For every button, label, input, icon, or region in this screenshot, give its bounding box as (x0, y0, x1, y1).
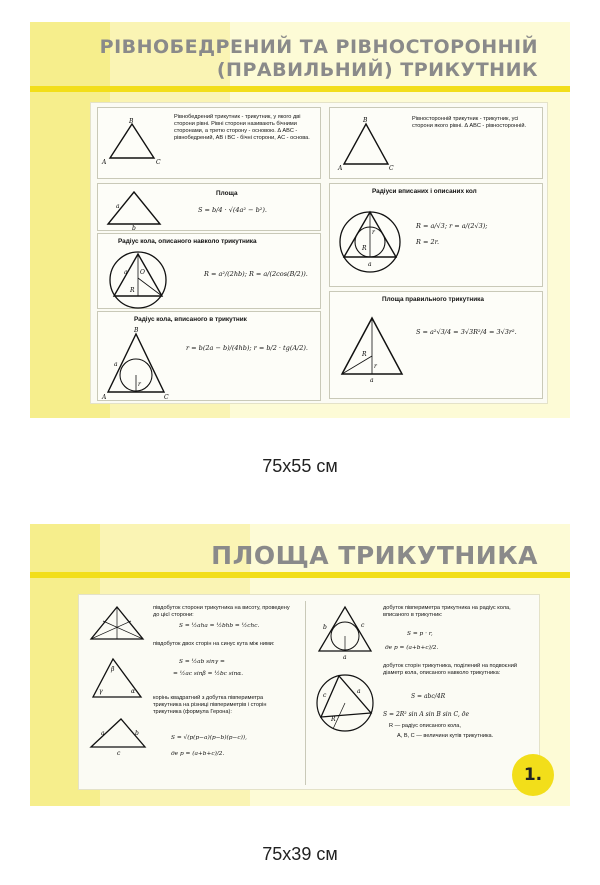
poster-isosceles-equilateral (30, 22, 570, 418)
equilateral-definition-text: Рівносторонній трикутник - трикутник, усі сторони якого рівні. Δ ABC - рівносторонній. (412, 116, 527, 129)
svg-text:r: r (374, 363, 377, 370)
svg-text:B: B (363, 117, 368, 124)
semiperimeter-formula-2: де p = (a+b+c)/2. (385, 645, 439, 651)
svg-text:A: A (338, 165, 343, 172)
board (78, 594, 540, 790)
radii-title: Радіуси вписаних і описаних кол (372, 188, 477, 195)
svg-text:r: r (138, 381, 141, 388)
svg-text:a: a (101, 730, 105, 737)
cell-area (97, 183, 321, 231)
radii-formula: R = a/√3; r = a/(2√3); (416, 222, 488, 230)
cell-isosceles-definition (97, 107, 321, 179)
cell-inscribed-radius (97, 311, 321, 401)
inscribed-circumscribed-figure (336, 204, 406, 274)
svg-text:r: r (372, 229, 375, 236)
svg-text:c: c (117, 750, 121, 757)
svg-text:α: α (131, 688, 136, 695)
cell-regular-area (329, 291, 543, 399)
heron-formula: S = √(p(p−a)(p−b)(p−c)), (171, 735, 247, 741)
svg-text:a: a (357, 688, 361, 695)
half-base-height-formula: S = ½aha = ½bhb = ½chc. (179, 623, 260, 629)
svg-text:R: R (130, 287, 135, 294)
sine-formula-1: S = ½ab sinγ = (179, 659, 225, 665)
size-label-2: 75х39 см (262, 844, 338, 864)
half-sides-sine-text: півдобуток двох сторін на синус кута між ними: (153, 641, 275, 647)
size-label-1: 75х55 см (262, 456, 338, 476)
svg-text:c: c (361, 622, 365, 629)
note-angles: A, B, C — величини кутів трикутника. (397, 733, 494, 739)
decor-line (30, 86, 570, 92)
svg-text:a: a (370, 377, 374, 384)
column-divider (305, 601, 306, 785)
circumscribed-figure (104, 248, 174, 310)
area-title: Площа (216, 190, 238, 197)
abc-formula: S = abc/4R (411, 693, 446, 700)
svg-text:b: b (132, 225, 136, 232)
svg-text:γ: γ (99, 688, 103, 695)
board (90, 102, 548, 404)
area-figures-right (313, 601, 383, 781)
area-formula: S = b/4 · √(4a² − b²). (198, 206, 267, 214)
semiperimeter-inradius-text: добуток півпериметра трикутника на радіус кола, вписаного в трикутник: (383, 605, 511, 618)
svg-text:b: b (323, 624, 327, 631)
note-radius: R — радіус описаного кола, (389, 723, 461, 729)
equilateral-triangle-figure (338, 116, 394, 170)
pr-formula: S = p · r, (407, 631, 433, 637)
sines-formula: S = 2R² sin A sin B sin C, де (383, 711, 470, 718)
svg-text:c: c (323, 692, 327, 699)
cell-circumscribed-radius (97, 233, 321, 309)
poster-triangle-area (30, 524, 570, 806)
svg-text:C: C (156, 159, 161, 166)
semiperimeter-formula: де p = (a+b+c)/2. (171, 751, 225, 757)
svg-text:C: C (164, 394, 169, 401)
poster-title: РІВНОБЕДРЕНИЙ ТА РІВНОСТОРОННІЙ (ПРАВИЛЬНИЙ) ТРИКУТНИК (99, 36, 538, 81)
inscribed-title: Радіус кола, вписаного в трикутник (134, 316, 247, 323)
svg-text:b: b (135, 730, 139, 737)
svg-text:β: β (111, 666, 115, 673)
area-triangle-figure (104, 186, 164, 230)
svg-text:R: R (362, 351, 367, 358)
cell-equilateral-definition (329, 107, 543, 179)
number-badge: 1. (512, 754, 554, 796)
svg-text:a: a (116, 203, 120, 210)
svg-text:a: a (124, 269, 128, 276)
radii-formula-2: R = 2r. (416, 238, 440, 246)
svg-text:a: a (368, 261, 372, 268)
cell-radii (329, 183, 543, 287)
svg-text:C: C (389, 165, 394, 172)
svg-text:B: B (129, 118, 134, 125)
heron-text: корінь квадратний з добутка півпериметра трикутника на різниці півпериметрів і сторін трикутника (формула Герона): (153, 695, 267, 715)
svg-text:B: B (134, 327, 139, 334)
isosceles-triangle-figure (102, 120, 162, 170)
svg-text:A: A (102, 394, 107, 401)
regular-triangle-figure (338, 312, 408, 386)
isosceles-definition-text: Рівнобедрений трикутник - трикутник, у якого дві сторони рівні. Рівні сторони називають бічними сторонами, а третю сторону - основою. Δ ABC - рівнобедрений, AB і BC - бічні сторони, AC - основа. (174, 114, 310, 141)
inscribed-figure (102, 324, 172, 400)
inscribed-formula: r = b(2a − b)/(4hb); r = b/2 · tg(A/2). (186, 344, 308, 352)
svg-text:A: A (102, 159, 107, 166)
regular-area-title: Площа правильного трикутника (382, 296, 484, 303)
circumscribed-formula: R = a²/(2hb); R = a/(2cos(B/2)). (204, 270, 308, 278)
poster-title: ПЛОЩА ТРИКУТНИКА (211, 541, 538, 570)
regular-area-formula: S = a²√3/4 = 3√3R²/4 = 3√3r². (416, 328, 517, 336)
svg-text:R: R (331, 716, 336, 723)
svg-text:a: a (114, 361, 118, 368)
area-figures-left (87, 601, 147, 781)
sides-over-diameter-text: добуток сторін трикутника, поділений на подвоєний діаметр кола, описаного навколо трикутника: (383, 663, 517, 676)
decor-line (30, 572, 570, 578)
svg-text:a: a (343, 654, 347, 661)
svg-text:R: R (362, 245, 367, 252)
circumscribed-title: Радіус кола, описаного навколо трикутника (118, 238, 257, 245)
sine-formula-2: = ½ac sinβ = ½bc sinα. (173, 671, 244, 677)
svg-text:O: O (140, 269, 145, 276)
half-base-height-text: півдобуток сторони трикутника на висоту, проведену до цієї сторони: (153, 605, 290, 618)
